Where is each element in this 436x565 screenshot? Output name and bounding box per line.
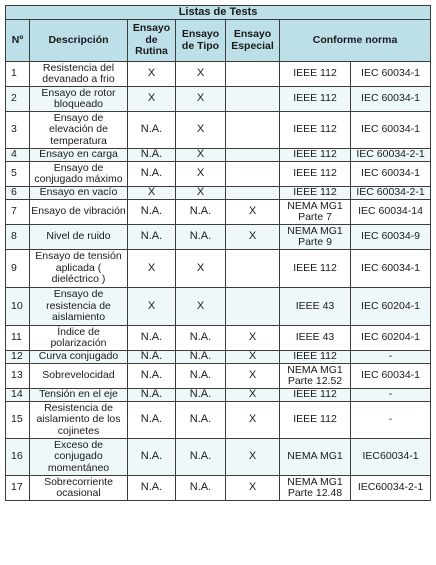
header-especial: Ensayo Especial <box>226 20 280 62</box>
row-description: Ensayo de tensión aplicada ( dieléctrico ) <box>30 250 128 288</box>
row-num: 15 <box>6 402 30 439</box>
table-row <box>6 476 431 501</box>
row-norma-2: IEC 60034-14 <box>351 200 431 225</box>
row-rutina: N.A. <box>128 225 176 250</box>
row-norma-2: IEC 60034-1 <box>351 364 431 389</box>
row-especial <box>226 112 280 149</box>
row-norma-1: NEMA MG1 Parte 7 <box>280 200 351 225</box>
row-tipo: X <box>176 112 226 149</box>
row-norma-1: IEEE 112 <box>280 162 351 187</box>
row-norma-2: IEC 60034-1 <box>351 112 431 149</box>
row-norma-2: IEC 60034-1 <box>351 62 431 87</box>
row-rutina: X <box>128 62 176 87</box>
table-row <box>6 250 431 288</box>
row-description: Nivel de ruido <box>30 225 128 250</box>
table-row <box>6 389 431 402</box>
row-rutina: N.A. <box>128 439 176 476</box>
row-norma-1: IEEE 112 <box>280 389 351 402</box>
table-body <box>6 62 431 501</box>
row-num: 10 <box>6 288 30 326</box>
row-norma-2: IEC 60034-2-1 <box>351 149 431 162</box>
table-row <box>6 326 431 351</box>
test-list-table <box>5 5 431 501</box>
row-description: Ensayo de rotor bloqueado <box>30 87 128 112</box>
table-row <box>6 351 431 364</box>
row-norma-2: IEC60034-1 <box>351 439 431 476</box>
row-description: Curva conjugado <box>30 351 128 364</box>
table-row <box>6 187 431 200</box>
table-row <box>6 288 431 326</box>
table-row <box>6 112 431 149</box>
row-rutina: N.A. <box>128 476 176 501</box>
row-description: Sobrevelocidad <box>30 364 128 389</box>
row-tipo: X <box>176 187 226 200</box>
row-num: 4 <box>6 149 30 162</box>
row-norma-1: IEEE 112 <box>280 250 351 288</box>
header-tipo: Ensayo de Tipo <box>176 20 226 62</box>
row-especial: X <box>226 326 280 351</box>
row-especial <box>226 288 280 326</box>
row-norma-1: IEEE 112 <box>280 187 351 200</box>
row-description: Ensayo en carga <box>30 149 128 162</box>
row-rutina: N.A. <box>128 402 176 439</box>
row-especial <box>226 62 280 87</box>
table-title: Listas de Tests <box>6 6 431 20</box>
row-especial <box>226 149 280 162</box>
row-num: 13 <box>6 364 30 389</box>
row-especial: X <box>226 200 280 225</box>
row-especial: X <box>226 402 280 439</box>
row-tipo: X <box>176 288 226 326</box>
row-norma-1: IEEE 112 <box>280 62 351 87</box>
row-tipo: N.A. <box>176 200 226 225</box>
row-rutina: N.A. <box>128 149 176 162</box>
row-rutina: X <box>128 87 176 112</box>
row-norma-1: IEEE 112 <box>280 351 351 364</box>
header-num: Nº <box>6 20 30 62</box>
row-especial: X <box>226 351 280 364</box>
row-norma-1: NEMA MG1 Parte 12.52 <box>280 364 351 389</box>
row-description: Ensayo en vacío <box>30 187 128 200</box>
row-num: 17 <box>6 476 30 501</box>
row-especial: X <box>226 225 280 250</box>
row-rutina: X <box>128 288 176 326</box>
test-list-container <box>5 5 431 501</box>
row-tipo: X <box>176 62 226 87</box>
row-norma-1: IEEE 112 <box>280 402 351 439</box>
row-num: 2 <box>6 87 30 112</box>
row-norma-2: IEC60034-2-1 <box>351 476 431 501</box>
table-row <box>6 62 431 87</box>
row-num: 3 <box>6 112 30 149</box>
row-num: 7 <box>6 200 30 225</box>
row-tipo: N.A. <box>176 389 226 402</box>
row-especial: X <box>226 476 280 501</box>
row-rutina: X <box>128 250 176 288</box>
row-norma-2: IEC 60204-1 <box>351 326 431 351</box>
row-num: 5 <box>6 162 30 187</box>
row-tipo: N.A. <box>176 476 226 501</box>
header-rutina: Ensayo de Rutina <box>128 20 176 62</box>
row-norma-2: - <box>351 351 431 364</box>
row-especial <box>226 250 280 288</box>
row-norma-2: IEC 60034-1 <box>351 250 431 288</box>
row-norma-2: IEC 60034-2-1 <box>351 187 431 200</box>
row-norma-1: NEMA MG1 Parte 12.48 <box>280 476 351 501</box>
table-row <box>6 162 431 187</box>
row-tipo: N.A. <box>176 439 226 476</box>
row-num: 8 <box>6 225 30 250</box>
header-norma: Conforme norma <box>280 20 431 62</box>
table-row <box>6 439 431 476</box>
row-description: Ensayo de conjugado máximo <box>30 162 128 187</box>
row-especial: X <box>226 364 280 389</box>
row-especial: X <box>226 389 280 402</box>
row-description: Índice de polarización <box>30 326 128 351</box>
row-description: Resistencia de aislamiento de los cojinetes <box>30 402 128 439</box>
row-description: Ensayo de elevación de temperatura <box>30 112 128 149</box>
row-description: Exceso de conjugado momentáneo <box>30 439 128 476</box>
row-tipo: X <box>176 149 226 162</box>
row-tipo: X <box>176 250 226 288</box>
table-row <box>6 402 431 439</box>
row-norma-2: IEC 60034-1 <box>351 162 431 187</box>
row-norma-1: IEEE 112 <box>280 112 351 149</box>
row-rutina: N.A. <box>128 200 176 225</box>
row-tipo: N.A. <box>176 402 226 439</box>
row-norma-2: IEC 60034-9 <box>351 225 431 250</box>
row-especial <box>226 87 280 112</box>
row-norma-2: IEC 60204-1 <box>351 288 431 326</box>
row-rutina: N.A. <box>128 364 176 389</box>
row-num: 14 <box>6 389 30 402</box>
row-rutina: N.A. <box>128 389 176 402</box>
row-tipo: N.A. <box>176 364 226 389</box>
row-rutina: N.A. <box>128 112 176 149</box>
row-description: Ensayo de vibración <box>30 200 128 225</box>
row-norma-1: NEMA MG1 Parte 9 <box>280 225 351 250</box>
row-num: 16 <box>6 439 30 476</box>
row-num: 1 <box>6 62 30 87</box>
table-row <box>6 364 431 389</box>
row-norma-1: IEEE 43 <box>280 288 351 326</box>
row-num: 12 <box>6 351 30 364</box>
row-tipo: X <box>176 87 226 112</box>
table-row <box>6 149 431 162</box>
row-tipo: N.A. <box>176 225 226 250</box>
row-tipo: N.A. <box>176 326 226 351</box>
row-norma-1: NEMA MG1 <box>280 439 351 476</box>
row-tipo: X <box>176 162 226 187</box>
row-rutina: X <box>128 187 176 200</box>
row-rutina: N.A. <box>128 162 176 187</box>
table-row <box>6 87 431 112</box>
row-especial: X <box>226 439 280 476</box>
table-row <box>6 225 431 250</box>
row-num: 11 <box>6 326 30 351</box>
row-description: Resistencia del devanado a frio <box>30 62 128 87</box>
row-description: Ensayo de resistencia de aislamiento <box>30 288 128 326</box>
row-description: Tensión en el eje <box>30 389 128 402</box>
row-norma-2: - <box>351 389 431 402</box>
row-norma-1: IEEE 112 <box>280 87 351 112</box>
row-norma-1: IEEE 43 <box>280 326 351 351</box>
row-norma-2: IEC 60034-1 <box>351 87 431 112</box>
row-norma-2: - <box>351 402 431 439</box>
row-rutina: N.A. <box>128 326 176 351</box>
row-num: 9 <box>6 250 30 288</box>
row-especial <box>226 187 280 200</box>
row-description: Sobrecorriente ocasional <box>30 476 128 501</box>
table-row <box>6 200 431 225</box>
row-especial <box>226 162 280 187</box>
row-rutina: N.A. <box>128 351 176 364</box>
row-tipo: N.A. <box>176 351 226 364</box>
header-description: Descripción <box>30 20 128 62</box>
row-num: 6 <box>6 187 30 200</box>
row-norma-1: IEEE 112 <box>280 149 351 162</box>
